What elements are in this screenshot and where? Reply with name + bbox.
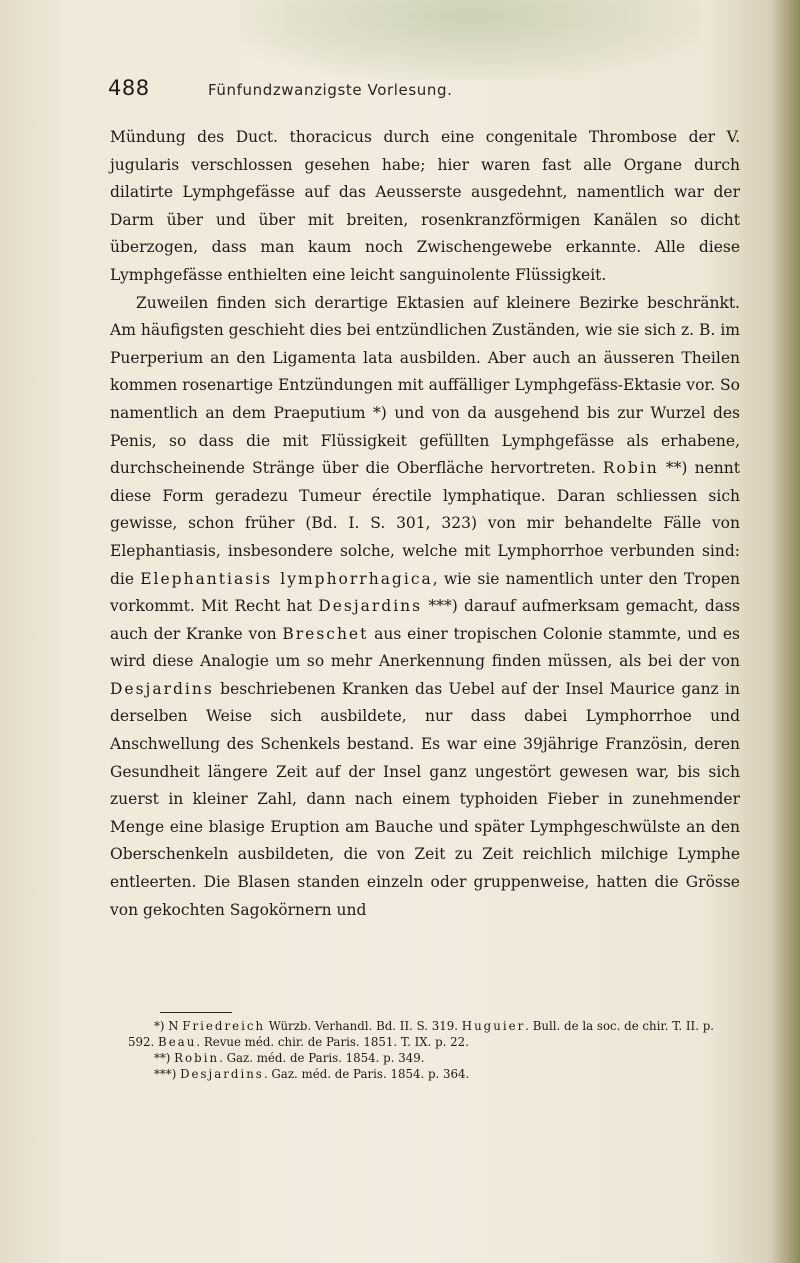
author-name-robin: Robin: [602, 459, 659, 478]
author-name-desjardins: Desjardins: [318, 597, 423, 616]
page-number: 488: [108, 76, 150, 100]
page-edge-shadow: [772, 0, 800, 1263]
author-name-huguier: Huguier: [461, 1019, 526, 1033]
text-segment: . Gaz. méd. de Paris. 1854. p. 364.: [263, 1067, 470, 1081]
footnote-rule: [160, 1012, 232, 1013]
term-elephantiasis-lymphorrhagica: Elephantiasis lymphorrhagica: [140, 569, 433, 588]
page-header: [108, 76, 748, 106]
text-segment: **): [154, 1051, 175, 1065]
text-segment: beschriebenen Kranken das Uebel auf der Insel Maurice ganz in derselben Weise sich ausbildete, nur dass dabei Lymphorrhoe und Anschwellung des Schenkels bestand. Es war eine 39jährige Französin, deren Gesundheit längere Zeit auf der Insel ganz ungestört gewesen war, bis sich zuerst in kleiner Zahl, dann nach einem typhoiden Fieber in zunehmender Menge eine blasige Eruption am Bauche und später Lymphgeschwülste an den Oberschenkeln ausbildeten, die von Zeit zu Zeit reichlich milchige Lymphe entleerten. Die Blasen standen einzeln oder gruppenweise, hatten die Grösse von gekochten Sagokörnern und: [110, 679, 740, 919]
text-segment: aus einer tropischen Colonie stammte, und es wird diese Analogie um so mehr Anerkennung finden müssen, als bei der von: [110, 624, 741, 671]
page-stain: [240, 0, 700, 80]
text-segment: *) N: [154, 1019, 183, 1033]
text-segment: **) nennt diese Form geradezu Tumeur érectile lymphatique. Daran schliessen sich gewisse, schon früher (Bd. I. S. 301, 323) von mir behandelte Fälle von Elephantiasis, insbesondere solche, welche mit Lymphorrhoe verbunden sind: die: [110, 459, 740, 588]
author-name-desjardins: Desjardins: [110, 679, 214, 698]
body-text: [110, 124, 740, 924]
text-segment: ***) darauf aufmerksam gemacht, dass auch der Kranke von: [110, 597, 740, 643]
paragraph-2: [110, 290, 740, 925]
footnote-2: [128, 1050, 740, 1066]
text-segment: Zuweilen finden sich derartige Ektasien auf kleinere Bezirke beschränkt. Am häufigsten geschieht dies bei entzündlichen Zuständen, wie sie sich z. B. im Puerperium an den Ligamenta lata ausbilden. Aber auch an äusseren Theilen kommen rosenartige Entzündungen mit auffälliger Lymphgefäss-Ektasie vor. So namentlich an dem Praeputium *) und von da ausgehend bis zur Wurzel des Penis, so dass die mit Flüssigkeit gefüllten Lymphgefässe als erhabene, durchscheinende Stränge über die Oberfläche hervortreten.: [110, 293, 740, 478]
running-head: Fünfundzwanzigste Vorlesung.: [208, 81, 453, 99]
footnotes: [128, 1018, 740, 1082]
author-name-breschet: Breschet: [282, 624, 369, 643]
paragraph-1: [110, 124, 740, 290]
text-segment: Würzb. Verhandl. Bd. II. S. 319.: [265, 1019, 462, 1033]
author-name-robin: Robin: [174, 1051, 220, 1065]
text-segment: Mündung des Duct. thoracicus durch eine congenitale Thrombose der V. jugularis verschlossen gesehen habe; hier waren fast alle Organe durch dilatirte Lymphgefässe auf das Aeusserste ausgedehnt, namentlich war der Darm über und über mit breiten, rosenkranzförmigen Kanälen so dicht überzogen, dass man kaum noch Zwischengewebe erkannte. Alle diese Lymphgefässe enthielten eine leicht sanguinolente Flüssigkeit.: [110, 128, 740, 284]
text-segment: . Bull. de la soc. de chir. T. II. p. 592.: [128, 1019, 715, 1049]
footnote-3: [128, 1066, 740, 1082]
author-name-desjardins: Desjardins: [180, 1067, 264, 1081]
author-name-beau: Beau: [158, 1035, 197, 1049]
text-segment: . Revue méd. chir. de Paris. 1851. T. IX. p. 22.: [196, 1035, 469, 1049]
text-segment: , wie sie namentlich unter den Tropen vorkommt. Mit Recht hat: [110, 569, 740, 616]
footnote-1: [128, 1018, 740, 1050]
text-segment: . Gaz. méd. de Paris. 1854. p. 349.: [219, 1051, 425, 1065]
author-name-friedreich: Friedreich: [182, 1019, 266, 1033]
text-segment: ***): [154, 1067, 181, 1081]
